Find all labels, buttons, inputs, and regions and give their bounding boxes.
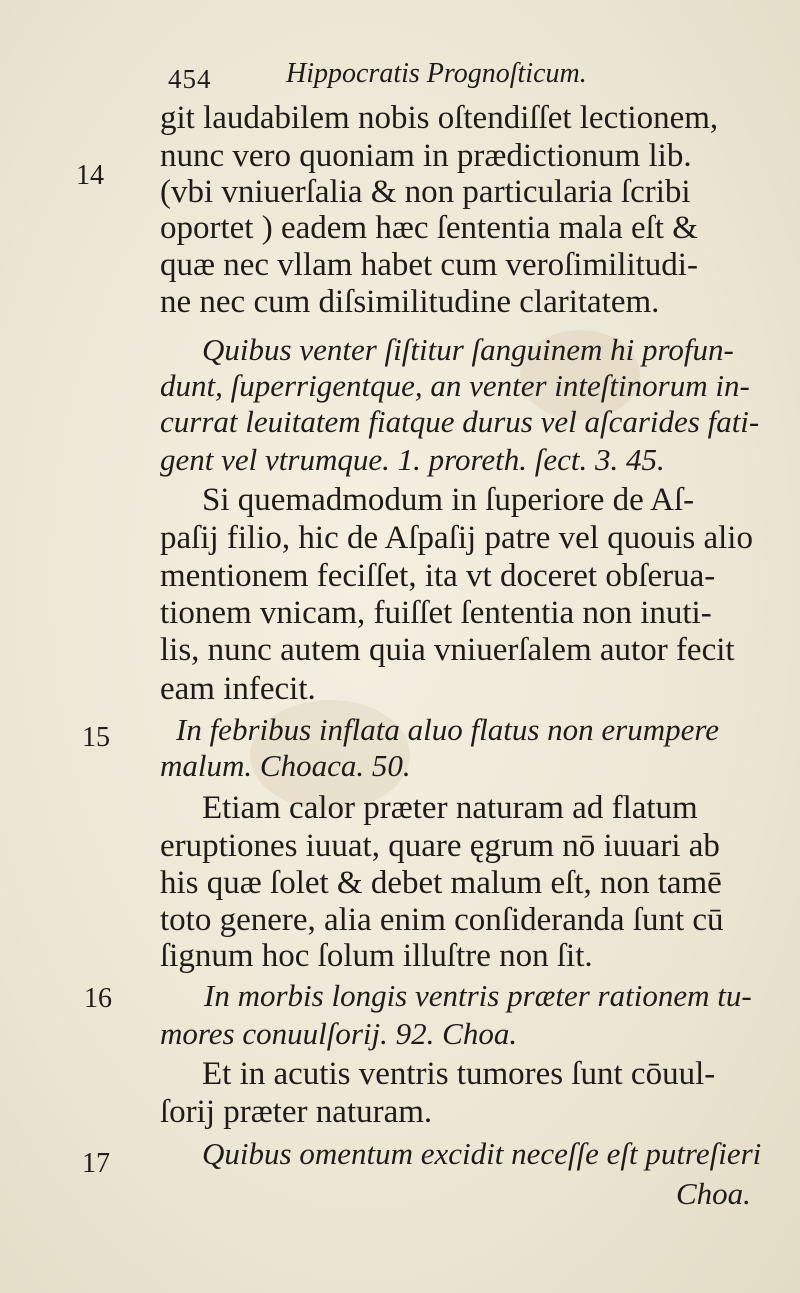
text-line: lis, nunc autem quia vniuerſalem autor fecit — [160, 632, 735, 668]
italic-citation: mores conuulſorij. 92. Choa. — [160, 1016, 518, 1051]
italic-citation: In febribus inflata aluo flatus non erumpere — [176, 712, 720, 747]
text-line: oportet ) eadem hæc ſententia mala eſt & — [160, 210, 698, 246]
text-line: nunc vero quoniam in prædictionum lib. — [160, 138, 692, 174]
text-line: (vbi vniuerſalia & non particularia ſcribi — [160, 174, 691, 210]
text-line: eruptiones iuuat, quare ęgrum nō iuuari ab — [160, 828, 720, 864]
text-line: ſorij præter naturam. — [160, 1094, 433, 1130]
text-line: Etiam calor præter naturam ad flatum — [202, 790, 698, 826]
italic-citation: currat leuitatem fiatque durus vel aſcarides fati- — [160, 404, 760, 439]
text-line: Si quemadmodum in ſuperiore de Aſ- — [202, 482, 695, 518]
text-line: toto genere, alia enim conſideranda ſunt cū — [160, 902, 724, 938]
italic-citation: In morbis longis ventris præter rationem tu- — [204, 978, 752, 1013]
margin-number: 17 — [82, 1148, 110, 1179]
text-line: paſij filio, hic de Aſpaſij patre vel quouis alio — [160, 520, 753, 556]
text-line: git laudabilem nobis oſtendiſſet lectionem, — [160, 100, 719, 136]
text-line: mentionem feciſſet, ita vt doceret obſerua- — [160, 558, 716, 594]
text-line: ne nec cum diſsimilitudine claritatem. — [160, 284, 660, 320]
italic-citation: Quibus venter ſiſtitur ſanguinem hi profun- — [202, 332, 734, 367]
italic-citation: Choa. — [676, 1176, 751, 1211]
text-line: eam infecit. — [160, 671, 316, 707]
text-line: ſignum hoc ſolum illuſtre non ſit. — [160, 938, 593, 974]
italic-citation: Quibus omentum excidit neceſſe eſt putreſieri — [202, 1136, 762, 1171]
italic-citation: malum. Choaca. 50. — [160, 748, 411, 783]
margin-number: 15 — [82, 722, 110, 753]
text-line: quæ nec vllam habet cum veroſimilitudi- — [160, 247, 698, 283]
running-title: Hippocratis Prognoſticum. — [286, 58, 587, 89]
italic-citation: dunt, ſuperrigentque, an venter inteſtinorum in- — [160, 368, 750, 403]
margin-number: 14 — [76, 160, 104, 191]
margin-number: 16 — [84, 983, 112, 1014]
text-line: his quæ ſolet & debet malum eſt, non tamē — [160, 865, 722, 901]
text-line: Et in acutis ventris tumores ſunt cōuul- — [202, 1056, 716, 1092]
text-line: tionem vnicam, fuiſſet ſententia non inuti- — [160, 595, 712, 631]
page-number: 454 — [168, 64, 212, 94]
italic-citation: gent vel vtrumque. 1. proreth. ſect. 3. 45. — [160, 442, 665, 477]
